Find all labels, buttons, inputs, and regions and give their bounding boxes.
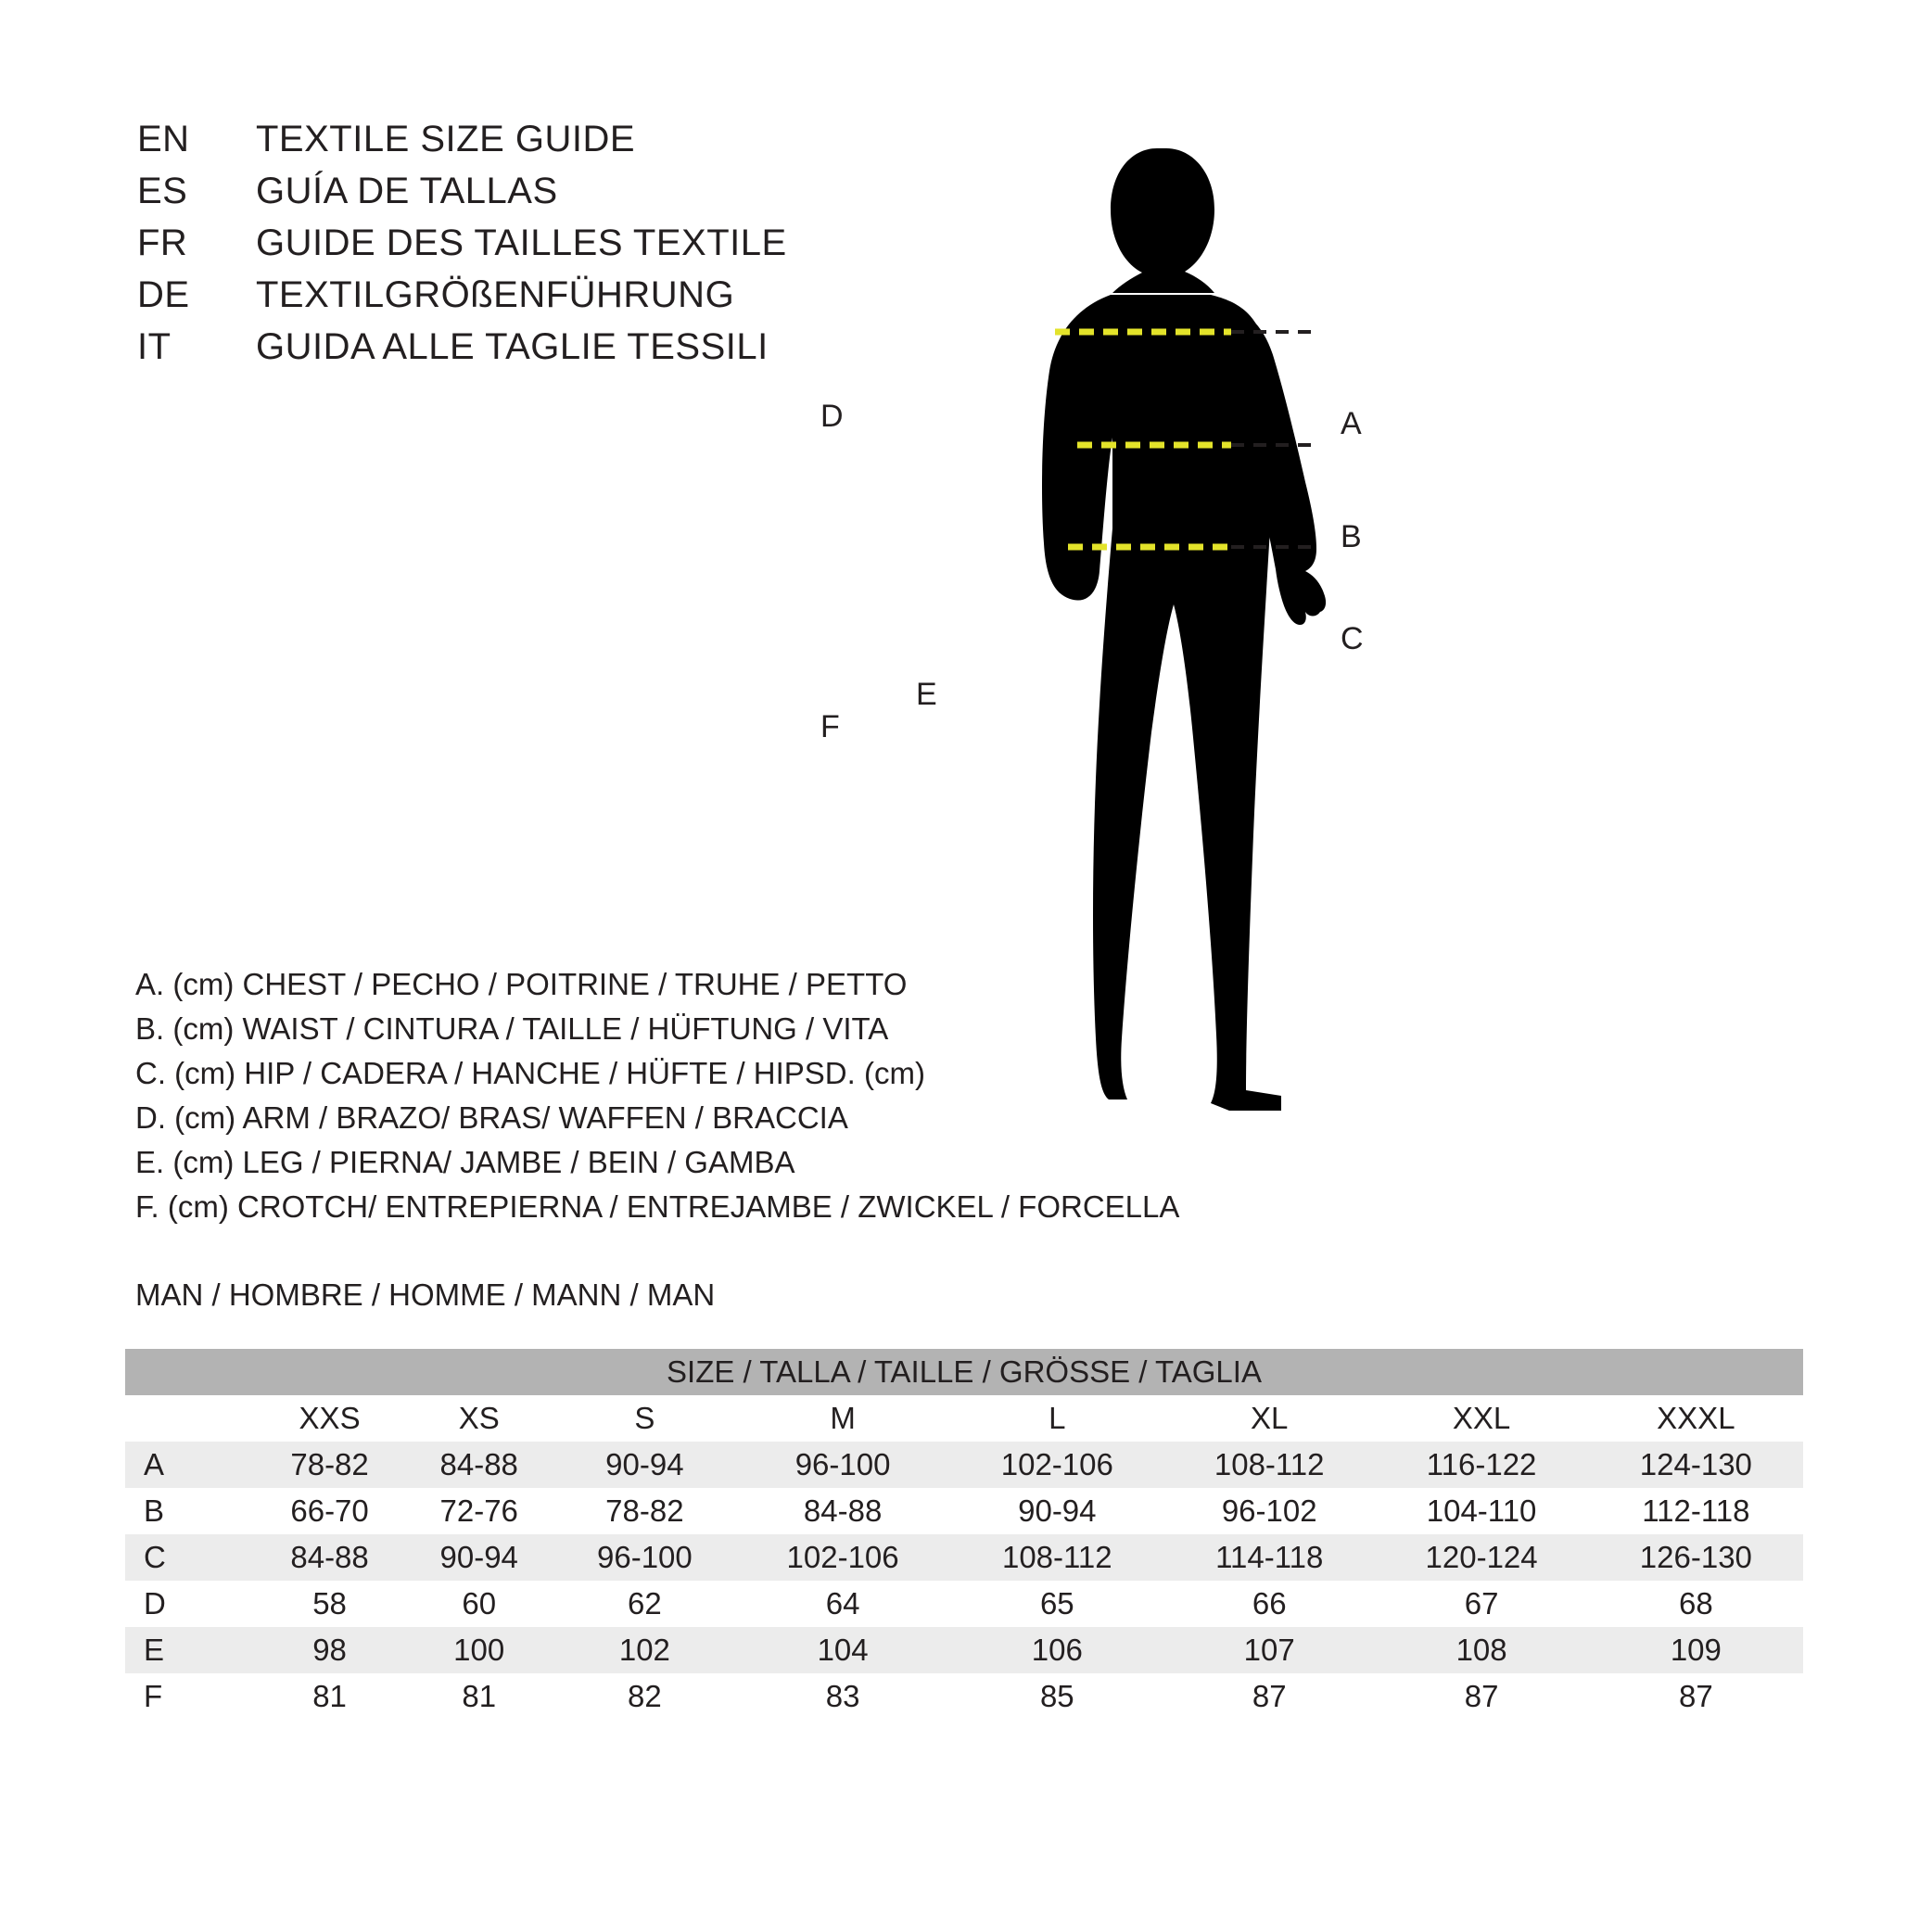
cell-a-xxl: 116-122 xyxy=(1374,1442,1588,1488)
title-lang-en: EN xyxy=(137,119,190,159)
size-header-m: M xyxy=(735,1395,949,1442)
cell-b-xxxl: 112-118 xyxy=(1589,1488,1803,1534)
cell-f-xxxl: 87 xyxy=(1589,1673,1803,1720)
title-block xyxy=(137,119,787,378)
cell-f-s: 82 xyxy=(553,1673,735,1720)
title-lang-it: IT xyxy=(137,326,172,367)
title-row-it xyxy=(137,326,787,378)
cell-a-m: 96-100 xyxy=(735,1442,949,1488)
cell-b-xxl: 104-110 xyxy=(1374,1488,1588,1534)
title-row-en xyxy=(137,119,787,171)
cell-d-m: 64 xyxy=(735,1581,949,1627)
cell-d-l: 65 xyxy=(950,1581,1164,1627)
cell-a-xs: 84-88 xyxy=(404,1442,553,1488)
table-header-row xyxy=(125,1395,1803,1442)
male-silhouette-icon xyxy=(1038,93,1836,1205)
legend-item-d: D. (cm) ARM / BRAZO/ BRAS/ WAFFEN / BRACCIA xyxy=(135,1100,848,1135)
size-header-xs: XS xyxy=(404,1395,553,1442)
table-row xyxy=(125,1673,1803,1720)
size-header-xxs: XXS xyxy=(255,1395,404,1442)
cell-e-s: 102 xyxy=(553,1627,735,1673)
row-key-c: C xyxy=(125,1534,255,1581)
cell-d-xxl: 67 xyxy=(1374,1581,1588,1627)
cell-e-xxxl: 109 xyxy=(1589,1627,1803,1673)
title-text-de: TEXTILGRÖßENFÜHRUNG xyxy=(256,274,735,315)
cell-f-xxs: 81 xyxy=(255,1673,404,1720)
cell-d-xl: 66 xyxy=(1164,1581,1375,1627)
cell-e-xxl: 108 xyxy=(1374,1627,1588,1673)
row-key-b: B xyxy=(125,1488,255,1534)
cell-f-m: 83 xyxy=(735,1673,949,1720)
cell-b-m: 84-88 xyxy=(735,1488,949,1534)
dim-label-f: F xyxy=(820,709,840,744)
cell-c-xxs: 84-88 xyxy=(255,1534,404,1581)
title-text-it: GUIDA ALLE TAGLIE TESSILI xyxy=(256,326,769,367)
measurement-legend xyxy=(135,962,1179,1229)
title-text-fr: GUIDE DES TAILLES TEXTILE xyxy=(256,222,787,263)
title-row-fr xyxy=(137,222,787,274)
cell-f-xs: 81 xyxy=(404,1673,553,1720)
size-header-xxxl: XXXL xyxy=(1589,1395,1803,1442)
legend-item-b: B. (cm) WAIST / CINTURA / TAILLE / HÜFTUNG / VITA xyxy=(135,1011,889,1046)
title-row-es xyxy=(137,171,787,222)
cell-c-xxxl: 126-130 xyxy=(1589,1534,1803,1581)
cell-a-xl: 108-112 xyxy=(1164,1442,1375,1488)
cell-c-xl: 114-118 xyxy=(1164,1534,1375,1581)
size-header-xl: XL xyxy=(1164,1395,1375,1442)
dim-label-a: A xyxy=(1341,406,1362,441)
cell-d-s: 62 xyxy=(553,1581,735,1627)
size-header-xxl: XXL xyxy=(1374,1395,1588,1442)
row-key-d: D xyxy=(125,1581,255,1627)
cell-e-xl: 107 xyxy=(1164,1627,1375,1673)
cell-b-s: 78-82 xyxy=(553,1488,735,1534)
legend-item-c: C. (cm) HIP / CADERA / HANCHE / HÜFTE / HIPSD. (cm) xyxy=(135,1056,925,1090)
cell-d-xs: 60 xyxy=(404,1581,553,1627)
dim-label-d: D xyxy=(820,399,844,434)
cell-a-xxs: 78-82 xyxy=(255,1442,404,1488)
title-text-en: TEXTILE SIZE GUIDE xyxy=(256,119,636,159)
table-row xyxy=(125,1488,1803,1534)
cell-a-s: 90-94 xyxy=(553,1442,735,1488)
cell-c-l: 108-112 xyxy=(950,1534,1164,1581)
dim-label-e: E xyxy=(916,677,937,712)
table-band-row xyxy=(125,1349,1803,1395)
size-table xyxy=(125,1349,1803,1720)
table-band-label: SIZE / TALLA / TAILLE / GRÖSSE / TAGLIA xyxy=(125,1349,1803,1395)
cell-f-l: 85 xyxy=(950,1673,1164,1720)
cell-c-xs: 90-94 xyxy=(404,1534,553,1581)
table-corner-cell xyxy=(125,1395,255,1442)
title-lang-de: DE xyxy=(137,274,190,315)
cell-d-xxxl: 68 xyxy=(1589,1581,1803,1627)
cell-e-xxs: 98 xyxy=(255,1627,404,1673)
row-key-f: F xyxy=(125,1673,255,1720)
cell-f-xl: 87 xyxy=(1164,1673,1375,1720)
size-table-wrap xyxy=(125,1349,1803,1720)
title-text-es: GUÍA DE TALLAS xyxy=(256,171,558,211)
cell-a-l: 102-106 xyxy=(950,1442,1164,1488)
cell-b-l: 90-94 xyxy=(950,1488,1164,1534)
cell-e-xs: 100 xyxy=(404,1627,553,1673)
legend-item-f: F. (cm) CROTCH/ ENTREPIERNA / ENTREJAMBE / ZWICKEL / FORCELLA xyxy=(135,1189,1180,1224)
cell-d-xxs: 58 xyxy=(255,1581,404,1627)
size-header-s: S xyxy=(553,1395,735,1442)
cell-b-xs: 72-76 xyxy=(404,1488,553,1534)
body-diagram xyxy=(820,93,1836,1205)
cell-e-m: 104 xyxy=(735,1627,949,1673)
title-row-de xyxy=(137,274,787,326)
dim-label-c: C xyxy=(1341,621,1364,656)
title-lang-fr: FR xyxy=(137,222,188,263)
table-row xyxy=(125,1442,1803,1488)
cell-f-xxl: 87 xyxy=(1374,1673,1588,1720)
cell-b-xl: 96-102 xyxy=(1164,1488,1375,1534)
gender-label: MAN / HOMBRE / HOMME / MANN / MAN xyxy=(135,1277,716,1312)
row-key-a: A xyxy=(125,1442,255,1488)
title-lang-es: ES xyxy=(137,171,188,211)
table-row xyxy=(125,1627,1803,1673)
row-key-e: E xyxy=(125,1627,255,1673)
cell-c-xxl: 120-124 xyxy=(1374,1534,1588,1581)
cell-e-l: 106 xyxy=(950,1627,1164,1673)
size-header-l: L xyxy=(950,1395,1164,1442)
cell-a-xxxl: 124-130 xyxy=(1589,1442,1803,1488)
table-row xyxy=(125,1581,1803,1627)
cell-c-m: 102-106 xyxy=(735,1534,949,1581)
dim-label-b: B xyxy=(1341,519,1362,554)
cell-c-s: 96-100 xyxy=(553,1534,735,1581)
legend-item-a: A. (cm) CHEST / PECHO / POITRINE / TRUHE / PETTO xyxy=(135,967,908,1001)
table-row xyxy=(125,1534,1803,1581)
cell-b-xxs: 66-70 xyxy=(255,1488,404,1534)
legend-item-e: E. (cm) LEG / PIERNA/ JAMBE / BEIN / GAMBA xyxy=(135,1145,795,1179)
